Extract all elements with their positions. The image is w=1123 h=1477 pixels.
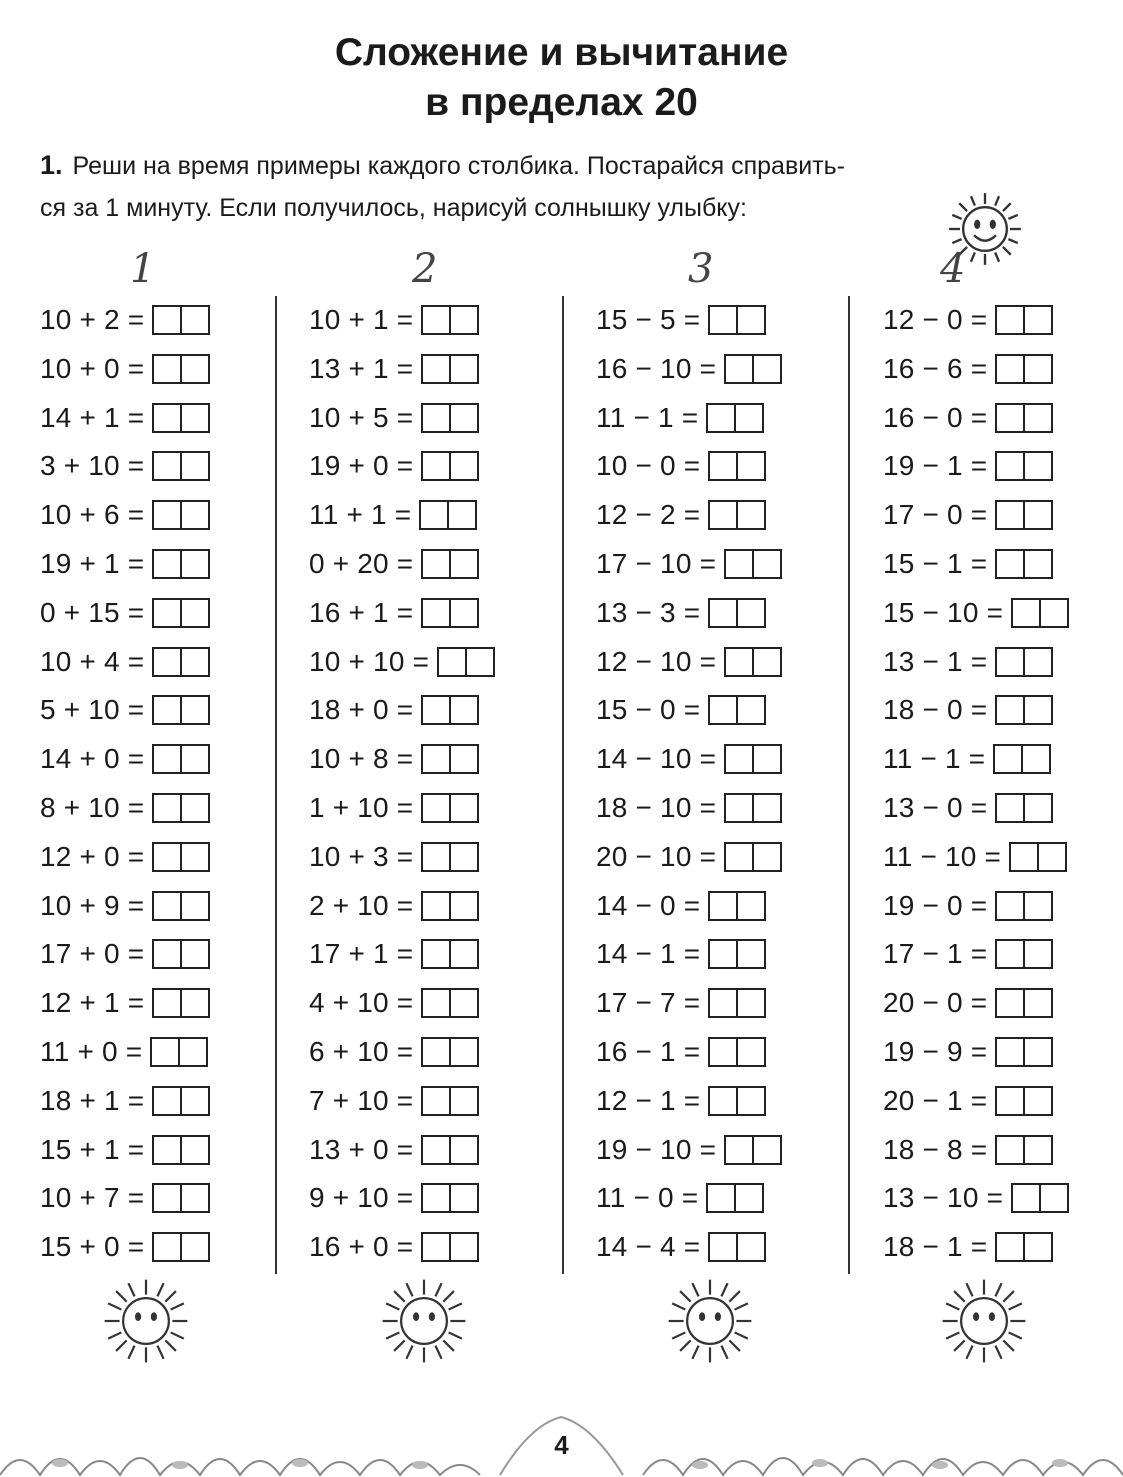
answer-box[interactable]	[421, 1135, 479, 1165]
example-expression: 17 − 10 =	[596, 547, 717, 579]
example-expression: 10 + 9 =	[40, 889, 145, 921]
example-expression: 17 + 0 =	[40, 938, 145, 970]
answer-box[interactable]	[421, 695, 479, 725]
example-expression: 17 − 0 =	[883, 499, 988, 531]
example-expression: 16 − 6 =	[883, 352, 988, 384]
example-expression: 15 + 1 =	[40, 1133, 145, 1165]
answer-box[interactable]	[421, 793, 479, 823]
answer-box[interactable]	[152, 403, 210, 433]
example-expression: 10 + 1 =	[309, 304, 414, 335]
answer-box[interactable]	[421, 403, 479, 433]
answer-box[interactable]	[421, 354, 479, 384]
example-expression: 2 + 10 =	[309, 889, 414, 921]
example-expression: 5 + 10 =	[40, 694, 145, 726]
example-expression: 12 + 1 =	[40, 987, 145, 1019]
task-text-2: ся за 1 минуту. Если получилось, нарисуй солнышку улыбку:	[40, 194, 747, 222]
answer-box[interactable]	[152, 891, 210, 921]
column-mark-1: 1	[130, 246, 156, 292]
example-expression: 11 − 10 =	[883, 840, 1002, 872]
example-expression: 10 + 4 =	[40, 645, 145, 677]
answer-box[interactable]	[421, 1183, 479, 1213]
column-mark-3: 3	[688, 246, 714, 292]
example-expression: 17 + 1 =	[309, 938, 414, 970]
answer-box[interactable]	[995, 500, 1053, 530]
example-expression: 4 + 10 =	[309, 987, 414, 1019]
answer-box[interactable]	[708, 305, 766, 335]
answer-box[interactable]	[152, 842, 210, 872]
answer-box[interactable]	[421, 744, 479, 774]
sun-icon[interactable]	[666, 1277, 754, 1365]
example-expression: 15 − 10 =	[883, 596, 1004, 628]
example-expression: 19 + 1 =	[40, 547, 145, 579]
example-expression: 12 + 0 =	[40, 840, 145, 872]
page-title	[0, 28, 1123, 128]
example-expression: 8 + 10 =	[40, 791, 145, 823]
example-expression: 10 + 6 =	[40, 499, 145, 531]
answer-box[interactable]	[995, 1135, 1053, 1165]
answer-box[interactable]	[421, 598, 479, 628]
answer-box[interactable]	[708, 451, 766, 481]
example-expression: 3 + 10 =	[40, 450, 145, 482]
example-expression: 15 − 5 =	[596, 304, 701, 335]
example-expression: 20 − 1 =	[883, 1084, 988, 1116]
answer-box[interactable]	[724, 354, 782, 384]
answer-box[interactable]	[724, 549, 782, 579]
answer-box[interactable]	[421, 1037, 479, 1067]
answer-box[interactable]	[708, 598, 766, 628]
answer-box[interactable]	[708, 1037, 766, 1067]
example-expression: 11 − 1 =	[883, 743, 986, 775]
example-expression: 12 − 0 =	[883, 304, 988, 335]
answer-box[interactable]	[421, 988, 479, 1018]
answer-box[interactable]	[152, 500, 210, 530]
example-expression: 6 + 10 =	[309, 1035, 414, 1067]
example-expression: 14 + 1 =	[40, 401, 145, 433]
answer-box[interactable]	[708, 939, 766, 969]
example-expression: 10 + 5 =	[309, 401, 414, 433]
sun-icon[interactable]	[102, 1277, 190, 1365]
example-expression: 16 − 1 =	[596, 1035, 701, 1067]
column-divider	[275, 296, 277, 1274]
example-expression: 13 + 0 =	[309, 1133, 414, 1165]
example-expression: 10 − 0 =	[596, 450, 701, 482]
answer-box[interactable]	[708, 695, 766, 725]
answer-box[interactable]	[152, 988, 210, 1018]
example-expression: 18 + 1 =	[40, 1084, 145, 1116]
example-expression: 18 − 0 =	[883, 694, 988, 726]
example-expression: 17 − 1 =	[883, 938, 988, 970]
example-expression: 13 − 1 =	[883, 645, 988, 677]
example-expression: 19 + 0 =	[309, 450, 414, 482]
answer-box[interactable]	[152, 549, 210, 579]
example-expression: 11 − 1 =	[596, 401, 699, 433]
answer-box[interactable]	[724, 842, 782, 872]
answer-box[interactable]	[421, 1086, 479, 1116]
task-text-1: Реши на время примеры каждого столбика. Постарайся справить-	[72, 152, 846, 180]
sun-icon[interactable]	[940, 1277, 1028, 1365]
example-expression: 18 − 1 =	[883, 1231, 988, 1263]
answer-box[interactable]	[421, 305, 479, 335]
answer-box[interactable]	[708, 988, 766, 1018]
answer-box[interactable]	[152, 695, 210, 725]
example-expression: 9 + 10 =	[309, 1182, 414, 1214]
example-expression: 13 + 1 =	[309, 352, 414, 384]
answer-box[interactable]	[421, 451, 479, 481]
example-expression: 10 + 2 =	[40, 304, 145, 335]
answer-box[interactable]	[150, 1037, 208, 1067]
answer-box[interactable]	[724, 647, 782, 677]
example-expression: 19 − 9 =	[883, 1035, 988, 1067]
example-expression: 15 + 0 =	[40, 1231, 145, 1263]
answer-box[interactable]	[152, 451, 210, 481]
example-expression: 15 − 1 =	[883, 547, 988, 579]
answer-box[interactable]	[706, 403, 764, 433]
answer-box[interactable]	[995, 549, 1053, 579]
answer-box[interactable]	[152, 1135, 210, 1165]
answer-box[interactable]	[995, 891, 1053, 921]
column-divider	[562, 296, 564, 1274]
title-line-2: в пределах 20	[425, 81, 698, 124]
example-expression: 14 − 10 =	[596, 743, 717, 775]
answer-box[interactable]	[995, 793, 1053, 823]
example-expression: 19 − 1 =	[883, 450, 988, 482]
column-mark-2: 2	[412, 246, 438, 292]
answer-box[interactable]	[995, 1037, 1053, 1067]
example-expression: 0 + 15 =	[40, 596, 145, 628]
example-expression: 7 + 10 =	[309, 1084, 414, 1116]
answer-box[interactable]	[724, 744, 782, 774]
example-expression: 10 + 7 =	[40, 1182, 145, 1214]
answer-box[interactable]	[995, 305, 1053, 335]
answer-box[interactable]	[152, 1232, 210, 1262]
answer-box[interactable]	[152, 744, 210, 774]
answer-box[interactable]	[152, 647, 210, 677]
task-line-1	[40, 144, 1100, 187]
answer-box[interactable]	[152, 939, 210, 969]
example-expression: 19 − 0 =	[883, 889, 988, 921]
answer-box[interactable]	[1011, 598, 1069, 628]
answer-box[interactable]	[724, 1135, 782, 1165]
answer-box[interactable]	[152, 1086, 210, 1116]
answer-box[interactable]	[152, 305, 210, 335]
example-expression: 13 − 10 =	[883, 1182, 1004, 1214]
sun-icon[interactable]	[380, 1277, 468, 1365]
answer-box[interactable]	[437, 647, 495, 677]
answer-box[interactable]	[1011, 1183, 1069, 1213]
answer-box[interactable]	[995, 403, 1053, 433]
answer-box[interactable]	[708, 1232, 766, 1262]
answer-box[interactable]	[708, 891, 766, 921]
example-expression: 11 + 0 =	[40, 1035, 143, 1067]
answer-box[interactable]	[995, 988, 1053, 1018]
answer-box[interactable]	[993, 744, 1051, 774]
answer-box[interactable]	[421, 842, 479, 872]
example-expression: 13 − 0 =	[883, 791, 988, 823]
example-expression: 14 − 4 =	[596, 1231, 701, 1263]
example-expression: 11 + 1 =	[309, 499, 412, 531]
example-expression: 13 − 3 =	[596, 596, 701, 628]
example-expression: 16 − 0 =	[883, 401, 988, 433]
answer-box[interactable]	[995, 939, 1053, 969]
example-expression: 12 − 2 =	[596, 499, 701, 531]
answer-box[interactable]	[708, 1086, 766, 1116]
answer-box[interactable]	[708, 500, 766, 530]
example-expression: 0 + 20 =	[309, 547, 414, 579]
column-divider	[848, 296, 850, 1274]
example-expression: 18 + 0 =	[309, 694, 414, 726]
example-expression: 16 − 10 =	[596, 352, 717, 384]
example-expression: 16 + 1 =	[309, 596, 414, 628]
example-expression: 10 + 10 =	[309, 645, 430, 677]
example-expression: 10 + 3 =	[309, 840, 414, 872]
example-expression: 20 − 10 =	[596, 840, 717, 872]
answer-box[interactable]	[995, 1086, 1053, 1116]
example-expression: 14 + 0 =	[40, 743, 145, 775]
answer-box[interactable]	[152, 793, 210, 823]
answer-box[interactable]	[706, 1183, 764, 1213]
example-expression: 10 + 0 =	[40, 352, 145, 384]
answer-box[interactable]	[152, 598, 210, 628]
answer-box[interactable]	[724, 793, 782, 823]
answer-box[interactable]	[995, 354, 1053, 384]
example-expression: 20 − 0 =	[883, 987, 988, 1019]
task-number: 1.	[40, 150, 63, 180]
task-instructions	[40, 144, 1100, 229]
column-mark-4: 4	[940, 246, 966, 292]
example-expression: 14 − 0 =	[596, 889, 701, 921]
example-expression: 19 − 10 =	[596, 1133, 717, 1165]
page-number: 4	[554, 1430, 569, 1460]
answer-box[interactable]	[421, 939, 479, 969]
answer-box[interactable]	[421, 891, 479, 921]
example-expression: 1 + 10 =	[309, 791, 414, 823]
answer-box[interactable]	[1009, 842, 1067, 872]
answer-box[interactable]	[995, 647, 1053, 677]
answer-box[interactable]	[421, 1232, 479, 1262]
answer-box[interactable]	[995, 1232, 1053, 1262]
example-expression: 18 − 8 =	[883, 1133, 988, 1165]
answer-box[interactable]	[152, 1183, 210, 1213]
example-expression: 14 − 1 =	[596, 938, 701, 970]
answer-box[interactable]	[995, 451, 1053, 481]
example-expression: 17 − 7 =	[596, 987, 701, 1019]
answer-box[interactable]	[419, 500, 477, 530]
example-expression: 12 − 1 =	[596, 1084, 701, 1116]
answer-box[interactable]	[152, 354, 210, 384]
example-expression: 15 − 0 =	[596, 694, 701, 726]
title-line-1: Сложение и вычитание	[334, 31, 789, 74]
example-expression: 11 − 0 =	[596, 1182, 699, 1214]
example-expression: 10 + 8 =	[309, 743, 414, 775]
example-expression: 18 − 10 =	[596, 791, 717, 823]
answer-box[interactable]	[995, 695, 1053, 725]
answer-box[interactable]	[421, 549, 479, 579]
example-expression: 12 − 10 =	[596, 645, 717, 677]
example-expression: 16 + 0 =	[309, 1231, 414, 1263]
